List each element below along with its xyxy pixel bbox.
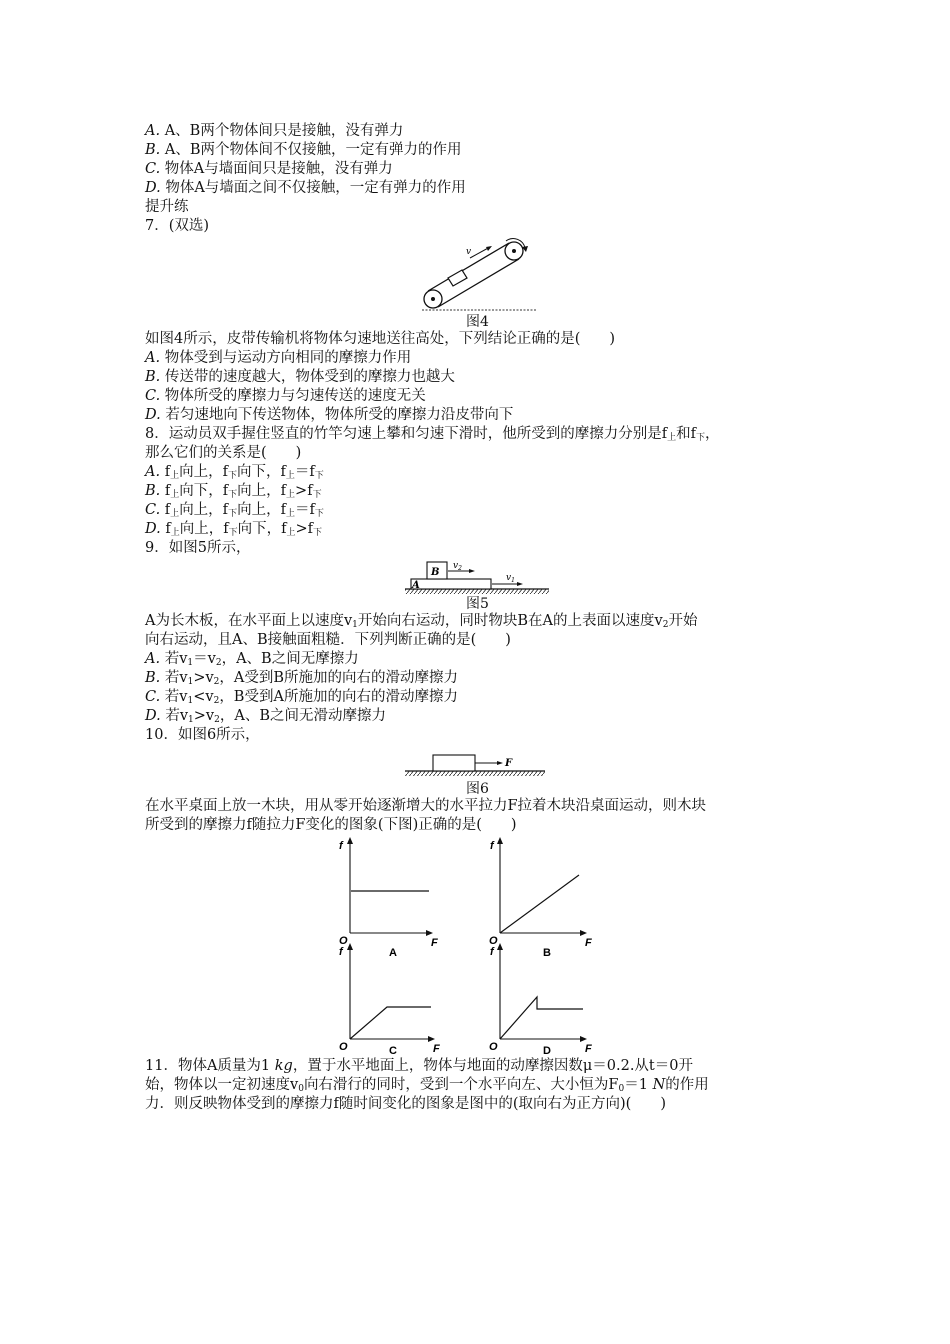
graph-b (489, 837, 592, 959)
q10-stem-line1: 在水平桌面上放一木块，用从零开始逐渐增大的水平拉力F拉着木块沿桌面运动，则木块 (145, 798, 707, 814)
q7-stem: 如图4所示，皮带传输机将物体匀速地送往高处，下列结论正确的是( ) (145, 331, 616, 347)
block-pull-diagram (403, 749, 553, 779)
blocks-diagram (403, 558, 553, 596)
q8-option-d: D. $f_上$向上，$f_下$向下，$f_上>f_下$ (145, 521, 323, 538)
graph-d-curve (500, 997, 583, 1039)
q6-option-c: C. 物体A与墙面间只是接触，没有弹力 (145, 161, 393, 177)
q8-stem-line1: 8．运动员双手握住竖直的竹竿匀速上攀和匀速下滑时，他所受到的摩擦力分别是$f_上$和$f_下$， (145, 426, 720, 443)
graph-d-label: D (543, 1045, 551, 1057)
q9-stem-line2: 向右运动，且A、B接触面粗糙．下列判断正确的是( ) (145, 632, 511, 648)
figure-6-caption: 图6 (466, 781, 489, 797)
graph-a-origin: O (339, 935, 348, 947)
q8-stem-line2: 那么它们的关系是( ) (145, 445, 302, 461)
q9-stem-line1: A为长木板，在水平面上以速度$v_1$开始向右运动，同时物块B在A的上表面以速度$v_2$开始 (145, 613, 698, 630)
figure-4-v-label: v (465, 247, 471, 257)
graph-a-label: A (389, 947, 397, 959)
graph-d-origin: O (489, 1041, 498, 1053)
graph-a-y-label: f (339, 840, 343, 852)
graph-d (489, 943, 592, 1057)
figure-5-v2-label: $v_2$ (452, 561, 462, 572)
figure-6-block (145, 749, 810, 781)
figure-6-f-label: F (504, 758, 512, 769)
graph-b-origin: O (489, 935, 498, 947)
document-page (145, 122, 810, 1114)
figure-5-caption: 图5 (466, 596, 489, 612)
graph-b-x-label: F (585, 937, 592, 949)
graph-b-label: B (543, 947, 551, 959)
q8-option-c: C. $f_上$向上，$f_下$向上，$f_上=f_下$ (145, 502, 324, 519)
q6-option-a: A. A、B两个物体间只是接触，没有弹力 (145, 123, 404, 139)
graph-d-x-label: F (585, 1043, 592, 1055)
figure-5-a-label: A (411, 580, 420, 591)
q10-graphs (145, 835, 810, 1057)
figure-4-conveyor (145, 236, 810, 314)
q10-stem-line2: 所受到的摩擦力f随拉力F变化的图象(下图)正确的是( ) (145, 817, 517, 833)
q9-option-b: B. 若$v_1>v_2$，A受到B所施加的向右的滑动摩擦力 (145, 670, 459, 687)
graph-a-x-label: F (431, 937, 438, 949)
q11-line3: 力．则反映物体受到的摩擦力f随时间变化的图象是图中的(取向右为正方向)( ) (145, 1096, 666, 1112)
q8-option-a: A. $f_上$向上，$f_下$向下，$f_上=f_下$ (145, 464, 324, 481)
q10-graph-grid (145, 835, 810, 1057)
q6-option-d: D. 物体A与墙面之间不仅接触，一定有弹力的作用 (145, 180, 466, 196)
conveyor-diagram (418, 236, 538, 314)
graph-c-curve (350, 1007, 431, 1039)
q9-option-c: C. 若$v_1<v_2$，B受到A所施加的向右的滑动摩擦力 (145, 689, 458, 706)
q7-option-c: C. 物体所受的摩擦力与匀速传送的速度无关 (145, 388, 426, 404)
figure-5-v1-label: $v_1$ (505, 573, 515, 584)
q9-option-d: D. 若$v_1>v_2$，A、B之间无滑动摩擦力 (145, 708, 386, 725)
graph-b-y-label: f (490, 840, 494, 852)
graph-a (339, 837, 438, 959)
q7-option-d: D. 若匀速地向下传送物体，物体所受的摩擦力沿皮带向下 (145, 407, 514, 423)
q7-head: 7．(双选) (145, 218, 210, 234)
graph-c (339, 943, 440, 1057)
figure-5-b-label: B (430, 567, 439, 578)
q11-line1: 11．物体A质量为1 kg，置于水平地面上，物体与地面的动摩擦因数μ＝0.2.从t＝0开 (145, 1058, 693, 1074)
q10-head: 10．如图6所示， (145, 727, 260, 743)
figure-5-blocks (145, 558, 810, 596)
graph-c-origin: O (339, 1041, 348, 1053)
graph-b-curve (500, 875, 579, 933)
section-title: 提升练 (145, 199, 189, 215)
graph-c-x-label: F (433, 1043, 440, 1055)
graph-c-y-label: f (339, 946, 343, 958)
figure-4-caption: 图4 (466, 314, 489, 330)
q9-head: 9．如图5所示， (145, 540, 251, 556)
q8-option-b: B. $f_上$向下，$f_下$向上，$f_上>f_下$ (145, 483, 322, 500)
q11-line2: 始，物体以一定初速度$v_0$向右滑行的同时，受到一个水平向左、大小恒为$F_0=1$ N的作用 (145, 1077, 709, 1094)
graph-c-label: C (389, 1045, 397, 1057)
q6-option-b: B. A、B两个物体间不仅接触，一定有弹力的作用 (145, 142, 462, 158)
graph-d-y-label: f (490, 946, 494, 958)
q9-option-a: A. 若$v_1=v_2$，A、B之间无摩擦力 (145, 651, 359, 668)
q7-option-b: B. 传送带的速度越大，物体受到的摩擦力也越大 (145, 369, 455, 385)
q7-option-a: A. 物体受到与运动方向相同的摩擦力作用 (145, 350, 412, 366)
